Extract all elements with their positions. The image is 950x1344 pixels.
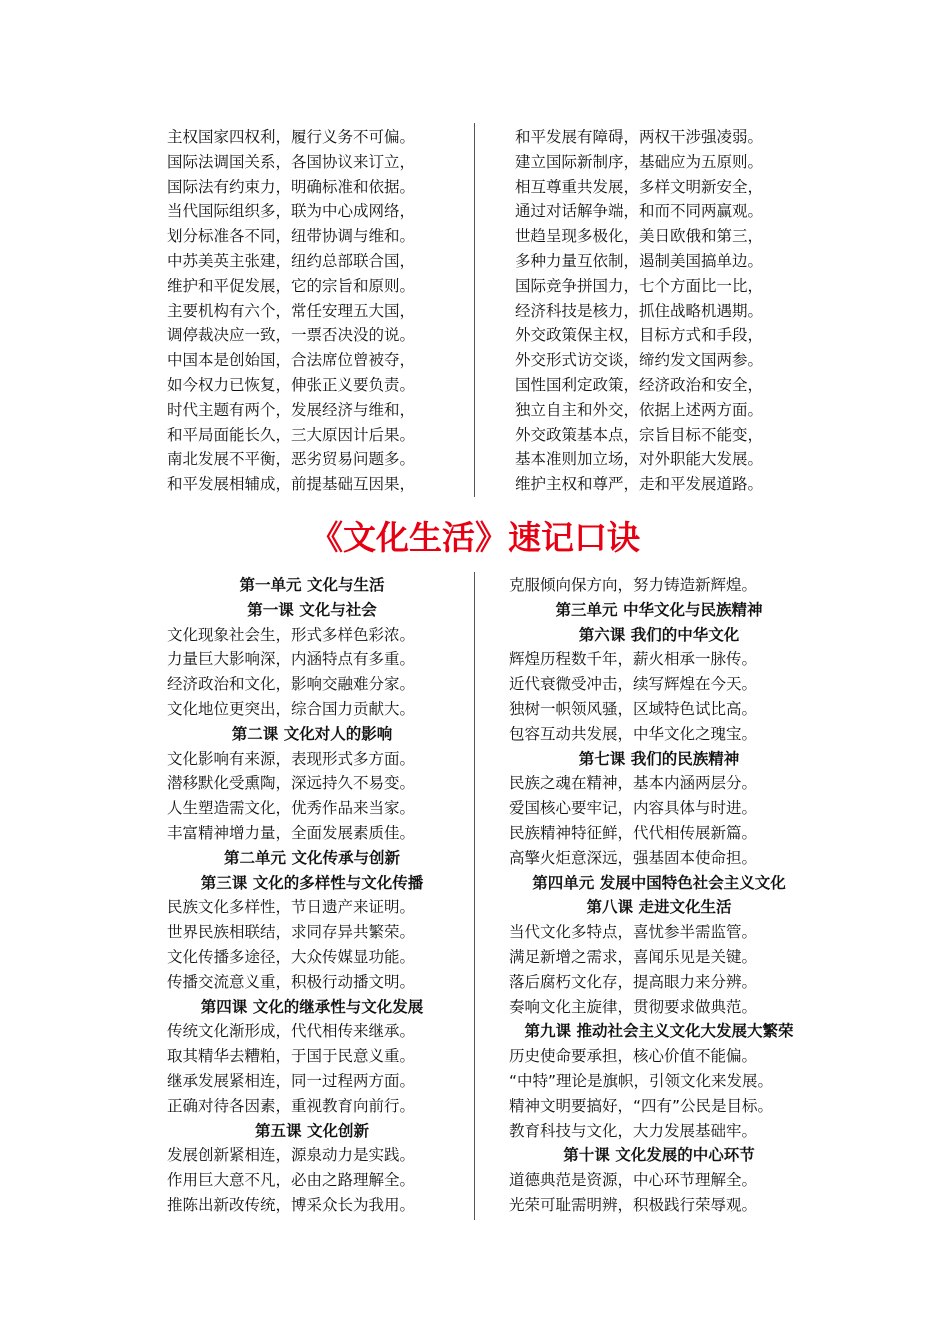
verse-line: 和平发展有障碍，两权干涉强凌弱。 — [515, 128, 764, 146]
verse-line: 近代衰微受冲击，续写辉煌在今天。 — [509, 675, 758, 694]
section-heading: 第八课 走进文化生活 — [586, 898, 732, 917]
verse-line: 经济科技是核力，抓住战略机遇期。 — [515, 301, 764, 320]
verse-line: 作用巨大意不凡，必由之路理解全。 — [167, 1171, 416, 1190]
verse-line: 历史使命要承担，核心价值不能偏。 — [509, 1047, 758, 1066]
section-heading: 第一单元 文化与生活 — [239, 576, 385, 594]
column-divider-top — [474, 123, 475, 497]
verse-line: 多种力量互依制，遏制美国搞单边。 — [515, 251, 764, 270]
verse-line: 传统文化渐形成，代代相传来继承。 — [167, 1022, 416, 1041]
verse-line: 划分标准各不同，纽带协调与维和。 — [167, 227, 416, 246]
section-heading: 第二课 文化对人的影响 — [231, 724, 393, 743]
section-heading: 第一课 文化与社会 — [247, 600, 377, 619]
verse-line: 独树一帜领风骚，区域特色试比高。 — [509, 699, 758, 718]
verse-line: 中国本是创始国，合法席位曾被夺， — [167, 351, 416, 370]
verse-line: 文化现象社会生，形式多样色彩浓。 — [167, 625, 416, 644]
verse-line: 和平发展相辅成，前提基础互因果， — [167, 475, 416, 494]
verse-line: 世界民族相联结，求同存异共繁荣。 — [167, 923, 416, 942]
section-heading: 第四课 文化的继承性与文化发展 — [200, 997, 424, 1016]
verse-line: 文化地位更突出，综合国力贡献大。 — [167, 699, 416, 718]
verse-line: 世趋呈现多极化，美日欧俄和第三， — [515, 227, 764, 246]
verse-line: 高擎火炬意深远，强基固本使命担。 — [509, 848, 758, 867]
verse-line: 如今权力已恢复，伸张正义要负责。 — [167, 375, 416, 394]
verse-line: 南北发展不平衡，恶劣贸易问题多。 — [167, 450, 416, 469]
verse-line: 当代文化多特点，喜忧参半需监管。 — [509, 923, 758, 942]
section-heading: 第五课 文化创新 — [255, 1121, 369, 1140]
verse-line: 奏响文化主旋律，贯彻要求做典范。 — [509, 997, 758, 1016]
verse-line: 光荣可耻需明辨，积极践行荣辱观。 — [509, 1195, 758, 1214]
verse-line: 力量巨大影响深，内涵特点有多重。 — [167, 650, 416, 669]
verse-line: 国际竞争拼国力，七个方面比一比， — [515, 276, 764, 295]
verse-line: 民族文化多样性，节日遗产来证明。 — [167, 898, 416, 917]
verse-line: 中苏美英主张建，纽约总部联合国， — [167, 251, 416, 270]
verse-line: 民族精神特征鲜，代代相传展新篇。 — [509, 823, 758, 842]
verse-line: 克服倾向保方向，努力铸造新辉煌。 — [509, 576, 758, 594]
section-heading: 第三单元 中华文化与民族精神 — [555, 600, 763, 619]
verse-line: 精神文明要搞好，“四有”公民是目标。 — [509, 1096, 774, 1115]
top-left-column — [167, 125, 457, 497]
verse-line: 相互尊重共发展，多样文明新安全， — [515, 177, 764, 196]
verse-line: 民族之魂在精神，基本内涵两层分。 — [509, 774, 758, 793]
verse-line: 道德典范是资源，中心环节理解全。 — [509, 1171, 758, 1190]
verse-line: 独立自主和外交，依据上述两方面。 — [515, 400, 764, 419]
verse-line: 落后腐朽文化存，提高眼力来分辨。 — [509, 972, 758, 991]
verse-line: 满足新增之需求，喜闻乐见是关键。 — [509, 947, 758, 966]
verse-line: 继承发展紧相连，同一过程两方面。 — [167, 1071, 416, 1090]
bottom-left-column — [167, 573, 457, 1218]
page-title: 《文化生活》速记口诀 — [310, 518, 640, 557]
verse-line: 主权国家四权利，履行义务不可偏。 — [167, 128, 416, 146]
verse-line: 基本准则加立场，对外职能大发展。 — [515, 450, 764, 469]
verse-line: 维护和平促发展，它的宗旨和原则。 — [167, 276, 416, 295]
section-heading: 第九课 推动社会主义文化大发展大繁荣 — [524, 1022, 794, 1041]
verse-line: 正确对待各因素，重视教育向前行。 — [167, 1096, 416, 1115]
verse-line: 外交形式访交谈，缔约发文国两参。 — [515, 351, 764, 370]
top-right-column — [515, 125, 805, 497]
verse-line: 文化传播多途径，大众传媒显功能。 — [167, 947, 416, 966]
verse-line: 调停裁决应一致，一票否决没的说。 — [167, 326, 416, 345]
column-divider-bottom — [474, 572, 475, 1220]
verse-line: 维护主权和尊严，走和平发展道路。 — [515, 475, 764, 494]
verse-line: 通过对话解争端，和而不同两赢观。 — [515, 202, 764, 221]
verse-line: 潜移默化受熏陶，深远持久不易变。 — [167, 774, 416, 793]
verse-line: 爱国核心要牢记，内容具体与时进。 — [509, 799, 758, 818]
verse-line: 国际法调国关系，各国协议来订立， — [167, 152, 416, 171]
verse-line: 丰富精神增力量，全面发展素质佳。 — [167, 823, 416, 842]
section-heading: 第二单元 文化传承与创新 — [224, 848, 400, 867]
verse-line: 经济政治和文化，影响交融难分家。 — [167, 675, 416, 694]
verse-line: 传播交流意义重，积极行动播文明。 — [167, 972, 416, 991]
bottom-right-column — [509, 573, 809, 1218]
verse-line: 时代主题有两个，发展经济与维和， — [167, 400, 416, 419]
verse-line: 建立国际新制序，基础应为五原则。 — [515, 152, 764, 171]
verse-line: 取其精华去糟粕，于国于民意义重。 — [167, 1047, 416, 1066]
verse-line: 辉煌历程数千年，薪火相承一脉传。 — [509, 650, 758, 669]
verse-line: 教育科技与文化，大力发展基础牢。 — [509, 1121, 758, 1140]
verse-line: 外交政策基本点，宗旨目标不能变， — [515, 425, 764, 444]
verse-line: 文化影响有来源，表现形式多方面。 — [167, 749, 416, 768]
verse-line: 人生塑造需文化，优秀作品来当家。 — [167, 799, 416, 818]
verse-line: 推陈出新改传统，博采众长为我用。 — [167, 1195, 416, 1214]
verse-line: 国性国利定政策，经济政治和安全， — [515, 375, 764, 394]
section-heading: 第十课 文化发展的中心环节 — [563, 1146, 755, 1165]
section-heading: 第六课 我们的中华文化 — [578, 625, 740, 644]
verse-line: 包容互动共发展，中华文化之瑰宝。 — [509, 724, 758, 743]
verse-line: “中特”理论是旗帜，引领文化来发展。 — [509, 1071, 774, 1090]
verse-line: 主要机构有六个，常任安理五大国， — [167, 301, 416, 320]
verse-line: 和平局面能长久，三大原因计后果。 — [167, 425, 416, 444]
verse-line: 发展创新紧相连，源泉动力是实践。 — [167, 1146, 416, 1165]
verse-line: 国际法有约束力，明确标准和依据。 — [167, 177, 416, 196]
section-heading: 第四单元 发展中国特色社会主义文化 — [532, 873, 786, 892]
section-heading: 第三课 文化的多样性与文化传播 — [200, 873, 424, 892]
verse-line: 外交政策保主权，目标方式和手段， — [515, 326, 764, 345]
verse-line: 当代国际组织多，联为中心成网络， — [167, 202, 416, 221]
section-heading: 第七课 我们的民族精神 — [578, 749, 740, 768]
